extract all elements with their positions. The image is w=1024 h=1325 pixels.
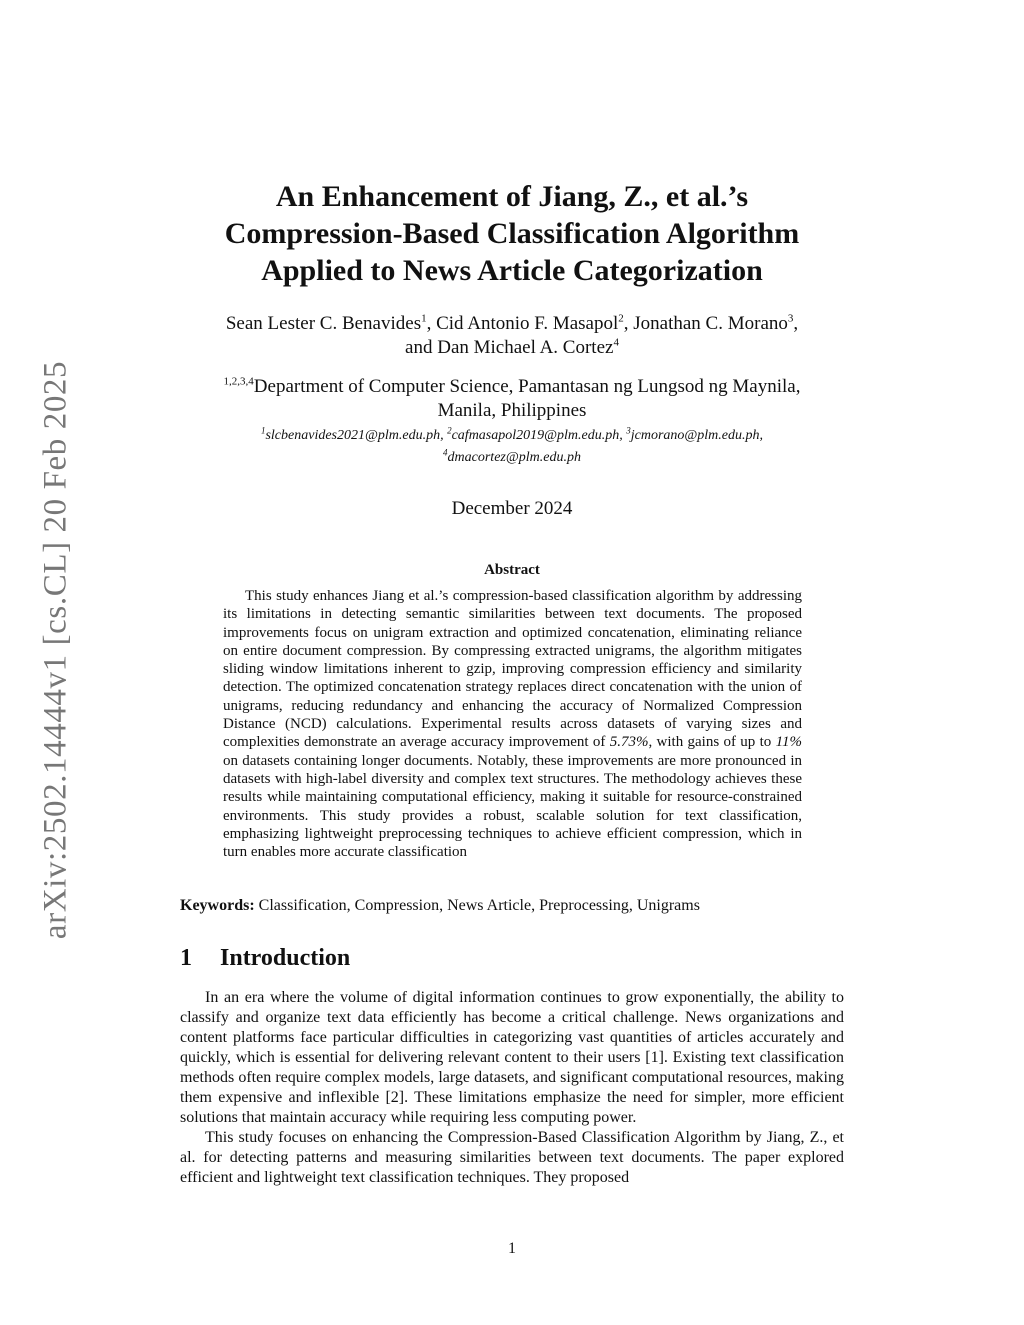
author-line: Sean Lester C. Benavides$^1$, Cid Antonio F. Masapol$^2$, Jonathan C. Morano$^3$, xyxy=(225,312,799,334)
email-link[interactable]: slcbenavides2021@plm.edu.ph, xyxy=(265,428,444,443)
paragraph: This study focuses on enhancing the Compression-Based Classification Algorithm by Jiang, Z., et al. for detecting patterns and measuring similarities between text documents. The paper explored efficient and lightweight text classification techniques. They proposed xyxy=(180,1129,844,1186)
section-title: Introduction xyxy=(220,945,351,971)
paper-title xyxy=(140,178,884,289)
keywords-text: Classification, Compression, News Article, Preprocessing, Unigrams xyxy=(254,897,700,914)
accuracy-value: 5.73% xyxy=(609,734,649,751)
introduction-body xyxy=(180,988,844,1188)
author-affiliation-mark: 1 xyxy=(421,312,427,325)
accuracy-gain-value: 11% xyxy=(775,734,802,751)
abstract-heading: Abstract xyxy=(484,562,540,578)
email-link[interactable]: dmacortez@plm.edu.ph xyxy=(447,450,581,465)
section-heading xyxy=(180,945,350,972)
affiliation-marks: 1,2,3,4 xyxy=(223,375,254,388)
author-name: Cid Antonio F. Masapol xyxy=(436,313,619,334)
title-line: Applied to News Article Categorization xyxy=(261,254,763,287)
page-number: 1 xyxy=(508,1240,516,1257)
arxiv-identifier-stamp: arXiv:2502.14444v1 [cs.CL] 20 Feb 2025 xyxy=(37,360,74,940)
author-affiliation-mark: 3 xyxy=(787,312,794,325)
email-link[interactable]: jcmorano@plm.edu.ph, xyxy=(630,428,764,443)
author-emails: $^1$slcbenavides2021@plm.edu.ph, $^2$cafmasapol2019@plm.edu.ph, $^3$jcmorano@plm.edu.ph, $^4$dmacortez@plm.edu.ph xyxy=(260,425,764,465)
email-link[interactable]: cafmasapol2019@plm.edu.ph, xyxy=(451,428,623,443)
author-affiliation-mark: 4 xyxy=(613,336,619,349)
author-name: Dan Michael A. Cortez xyxy=(437,337,614,358)
title-line: Compression-Based Classification Algorithm xyxy=(224,217,800,250)
section-number: 1 xyxy=(180,945,192,971)
author-list xyxy=(140,312,884,360)
affiliation-line: Manila, Philippines xyxy=(437,400,587,421)
title-line: An Enhancement of Jiang, Z., et al.’s xyxy=(275,180,749,213)
affiliation xyxy=(140,375,884,423)
author-line: and Dan Michael A. Cortez$^4$ xyxy=(405,336,619,358)
paragraph: In an era where the volume of digital information continues to grow exponentially, the ability to classify and organize text data efficiently has become a critical challenge. News organizations and content platforms face particular difficulties in categorizing vast quantities of articles accurately and quickly, which is essential for delivering relevant content to their users [1]. Existing text classification methods often require complex models, large datasets, and significant computational resources, making them expensive and inflexible [2]. These limitations emphasize the need for simpler, more efficient solutions that maintain accuracy while requiring less computing power. xyxy=(180,989,844,1126)
publication-date: December 2024 xyxy=(451,498,573,519)
affiliation-line: Department of Computer Science, Pamantasan ng Lungsod ng Maynila, xyxy=(253,376,801,397)
keywords xyxy=(180,897,844,915)
author-name: Sean Lester C. Benavides xyxy=(225,313,422,334)
author-affiliation-mark: 2 xyxy=(618,312,624,325)
abstract-body: This study enhances Jiang et al.’s compression-based classification algorithm by addressing its limitations in detecting semantic similarities between text documents. The proposed improvements focus on unigram extraction and optimized concatenation, eliminating reliance on entire document compression. By compressing extracted unigrams, the algorithm mitigates sliding window limitations inherent to gzip, improving compression efficiency and similarity detection. The optimized concatenation strategy replaces direct concatenation with the union of unigrams, reducing redundancy and enhancing the accuracy of Normalized Compression Distance (NCD) calculations. Experimental results across datasets of varying sizes and complexities demonstrate an average accuracy improvement of 5.73%, with gains of up to 11% on datasets containing longer documents. Notably, these improvements are more pronounced in datasets with high-label diversity and complex text structures. The methodology achieves these results while maintaining computational efficiency, making it suitable for resource-constrained environments. This study provides a robust, scalable solution for text classification, emphasizing lightweight preprocessing techniques to achieve efficient compression, which in turn enables more accurate classification xyxy=(223,588,802,861)
author-name: Jonathan C. Morano xyxy=(633,313,788,334)
keywords-label: Keywords: xyxy=(180,897,255,914)
